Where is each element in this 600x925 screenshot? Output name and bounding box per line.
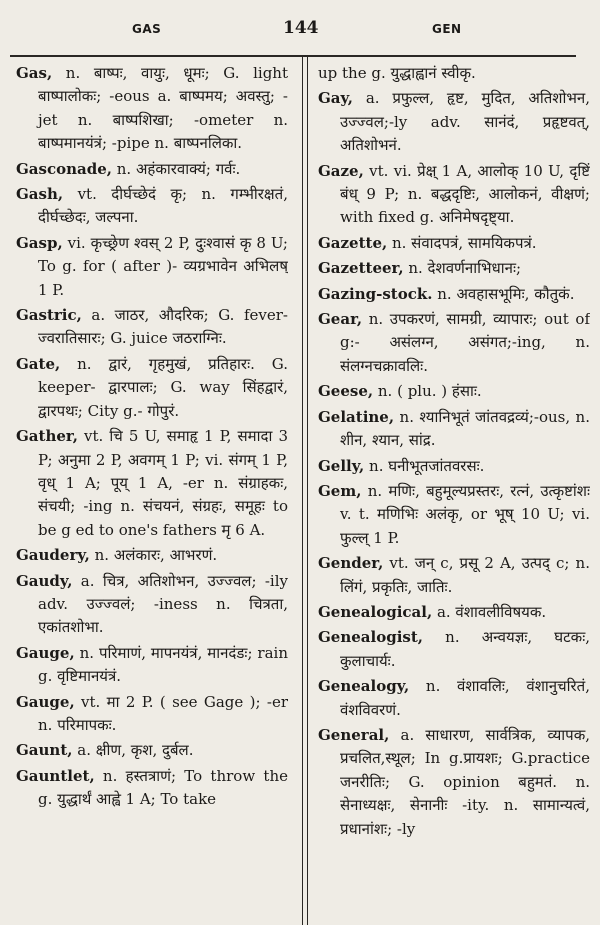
headword: Gather, — [16, 427, 78, 446]
headword: Gasconade, — [16, 159, 112, 178]
definition: n. घनीभूतजांतवरसः. — [364, 456, 485, 475]
dictionary-entry — [318, 675, 590, 722]
definition: a. चित्र, अतिशोभन, उज्ज्वल; -ily adv. उज्ज्वलं; -iness n. चित्रता, एकांतशोभा. — [38, 571, 288, 637]
dictionary-entry — [16, 544, 288, 567]
dictionary-entry — [16, 691, 288, 738]
definition: n. अलंकारः, आभरणं. — [89, 546, 218, 565]
dictionary-entry — [16, 304, 288, 351]
definition: vt. चि 5 U, समाहृ 1 P, समादा 3 P; अनुमा 2 P, अवगम् 1 P; vi. संगम् 1 P, वृध् 1 A; पूय् 1 A, -er n. संग्राहकः, संचयी; -ing n. संचयनं, संग्रहः, समूहः to be g ed to one's fathers मृ 6 A. — [38, 427, 288, 539]
headword: Genealogist, — [318, 628, 424, 647]
headword: Gazette, — [318, 233, 388, 252]
dictionary-entry — [318, 455, 590, 478]
definition: a. प्रफुल्ल, हृष्ट, मुदित, अतिशोभन, उज्ज्वल;-ly adv. सानंदं, प्रहृष्टवत्, अतिशोभनं. — [340, 89, 590, 155]
dictionary-entry — [318, 257, 590, 280]
dictionary-entry — [16, 62, 288, 156]
definition: vi. कृच्छ्रेण श्वस् 2 P, दुःश्वासं कृ 8 U; To g. for ( after )- व्यग्रभावेन अभिलष् 1 P. — [38, 233, 288, 299]
headword: Gasp, — [16, 233, 63, 252]
definition: n. मणिः, बहुमूल्यप्रस्तरः, रत्नं, उत्कृष्टांशः v. t. मणिभिः अलंकृ, or भूष् 10 U; vi. फुल्ल् 1 P. — [340, 481, 590, 547]
headword: Gaunt, — [16, 741, 73, 760]
definition: n. वंशावलिः, वंशानुचरितं, वंशविवरणं. — [340, 677, 590, 719]
dictionary-entry — [16, 425, 288, 542]
definition: n. अहंकारवाक्यं; गर्वः. — [112, 159, 241, 178]
headword: Gazing-stock. — [318, 284, 433, 303]
headword: Gaze, — [318, 161, 364, 180]
headword: General, — [318, 725, 390, 744]
definition: vt. जन् c, प्रसू 2 A, उत्पद् c; n. लिंगं, प्रकृतिः, जातिः. — [340, 554, 590, 596]
dictionary-entry — [318, 87, 590, 157]
definition: n. श्यानिभूतं जांतवद्रव्यं;-ous, n. शीन, श्यान, सांद्र. — [340, 407, 590, 450]
page-number: 144 — [283, 18, 319, 38]
definition: a. जाठर, औदरिक; G. fever- ज्वरातिसारः; G. juice जठराग्निः. — [38, 306, 288, 348]
dictionary-entry — [318, 380, 590, 403]
dictionary-entry — [318, 552, 590, 599]
headword: Gas, — [16, 64, 53, 82]
headword: Geese, — [318, 382, 374, 401]
definition: n. संवादपत्रं, सामयिकपत्रं. — [387, 233, 537, 252]
dictionary-entry — [318, 601, 590, 624]
page-header — [0, 18, 600, 44]
headword: Gauge, — [16, 692, 75, 711]
definition: n. बाष्पः, वायुः, धूमः; G. light बाष्पालोकः; -eous a. बाष्पमय; अवस्तु; -jet n. बाष्पशिखा; -ometer n. बाष्पमानयंत्रं; -pipe n. बाष्पनलिका. — [38, 64, 288, 153]
header-rule — [10, 55, 576, 57]
definition: n. अवहासभूमिः, कौतुकं. — [432, 284, 575, 303]
dictionary-entry — [16, 158, 288, 181]
dictionary-entry — [16, 570, 288, 640]
headword: Gem, — [318, 481, 362, 500]
headword: Gay, — [318, 89, 354, 108]
column-divider — [302, 56, 308, 925]
definition: n. उपकरणं, सामग्री, व्यापारः; out of g:- असंलग्न, असंगत;-ing, n. संलग्नचक्रावलिः. — [340, 310, 590, 375]
left-column — [16, 62, 288, 922]
definition: n. हस्तत्राणं; To throw the g. युद्धार्थं आह्वे 1 A; To take — [38, 766, 288, 809]
headword: Gelly, — [318, 456, 365, 475]
definition: vt. मा 2 P. ( see Gage ); -er n. परिमापकः. — [38, 692, 288, 734]
headword: Gaudery, — [16, 546, 90, 565]
dictionary-entry — [16, 183, 288, 230]
right-column — [318, 62, 590, 922]
definition: n. ( plu. ) हंसाः. — [373, 382, 482, 401]
dictionary-entry — [318, 724, 590, 841]
headword: Gate, — [16, 354, 61, 373]
dictionary-entry — [318, 283, 590, 306]
definition: a. वंशावलीविषयक. — [432, 602, 547, 621]
definition: vt. vi. प्रेक्ष् 1 A, आलोक् 10 U, दृष्टिं बंध् 9 P; n. बद्धदृष्टिः, आलोकनं, वीक्षणं; with fixed g. अनिमेषदृष्ट्या. — [340, 161, 590, 227]
headword: Genealogy, — [318, 677, 410, 696]
headword: Genealogical, — [318, 602, 433, 621]
dictionary-entry — [318, 232, 590, 255]
dictionary-entry — [16, 739, 288, 762]
dictionary-entry — [16, 642, 288, 689]
dictionary-entry — [318, 308, 590, 378]
definition: vt. दीर्घच्छेदं कृ; n. गम्भीरक्षतं, दीर्घच्छेदः, जल्पना. — [38, 185, 288, 227]
dictionary-entry — [318, 62, 590, 85]
right-guide-word: GEN — [432, 22, 462, 36]
definition: n. परिमाणं, मापनयंत्रं, मानदंडः; rain g. वृष्टिमानयंत्रं. — [38, 643, 288, 686]
dictionary-entry — [16, 353, 288, 423]
dictionary-entry — [318, 480, 590, 550]
definition: a. साधारण, सार्वत्रिक, व्यापक, प्रचलित,स्थूल; In g.प्रायशः; G.practice जनरीतिः; G. opinion बहुमतं. n. सेनाध्यक्षः, सेनानीः -ity. n. सामान्यत्वं, प्रधानांशः; -ly — [340, 725, 590, 838]
headword: Gender, — [318, 554, 384, 573]
headword: Gastric, — [16, 306, 82, 325]
definition: a. क्षीण, कृश, दुर्बल. — [72, 741, 194, 760]
dictionary-entry — [318, 406, 590, 453]
headword: Gazetteer, — [318, 259, 404, 278]
definition: up the g. युद्धाह्वानं स्वीकृ. — [318, 64, 476, 82]
definition: n. अन्वयज्ञः, घटकः, कुलाचार्यः. — [340, 628, 590, 670]
definition: n. द्वारं, गृहमुखं, प्रतिहारः. G. keeper- द्वारपालः; G. way सिंहद्वारं, द्वारपथः; City g.- गोपुरं. — [38, 354, 288, 420]
dictionary-entry — [318, 160, 590, 230]
definition: n. देशवर्णनाभिधानः; — [403, 259, 522, 278]
headword: Gaudy, — [16, 571, 73, 590]
headword: Gash, — [16, 185, 64, 204]
left-guide-word: GAS — [132, 22, 162, 36]
headword: Gelatine, — [318, 407, 395, 426]
dictionary-entry — [16, 765, 288, 812]
dictionary-entry — [318, 626, 590, 673]
dictionary-entry — [16, 232, 288, 302]
headword: Gauge, — [16, 643, 75, 662]
headword: Gauntlet, — [16, 766, 95, 785]
headword: Gear, — [318, 310, 363, 329]
